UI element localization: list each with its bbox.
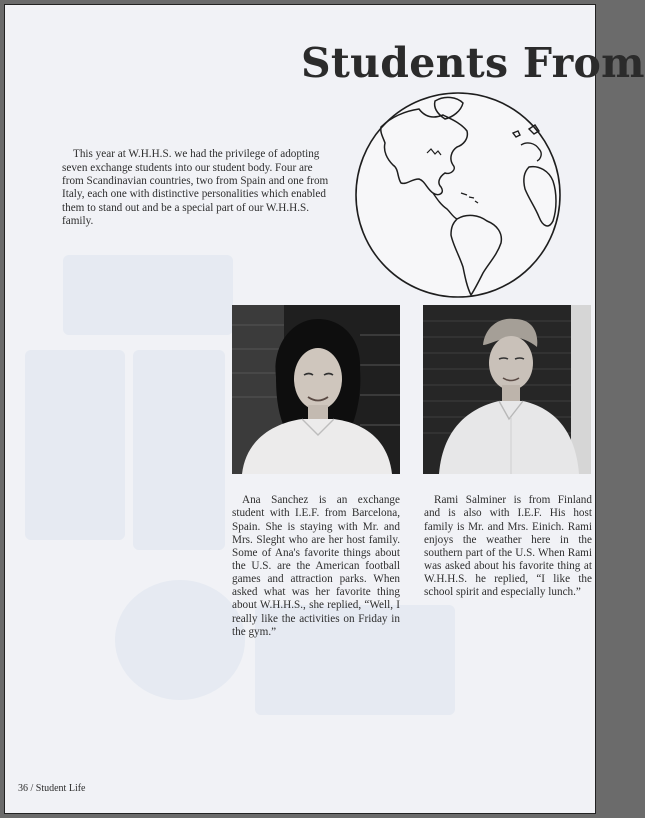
ghost-print-shape xyxy=(63,255,233,335)
yearbook-page xyxy=(4,4,645,814)
intro-paragraph: This year at W.H.H.S. we had the privilege of adopting seven exchange students into our student body. Four are from Scandinavian countries, two from Spain and one from Italy, each one with distinctive personalities which enabled them to stand out and be a special part of our W.H.H.S. family. xyxy=(62,148,329,228)
globe-illustration xyxy=(353,89,563,301)
ghost-print-shape xyxy=(115,580,245,700)
caption-rami: Rami Salminer is from Finland and is also with I.E.F. His host family is Mr. and Mrs. Einich. Rami enjoys the weather here in the southern part of the U.S. When Rami was asked about his favorite thing at W.H.H.S. he replied, “I like the school spirit and especially lunch.” xyxy=(424,494,592,599)
page-folio: 36 / Student Life xyxy=(18,783,86,794)
student-photo-ana xyxy=(232,305,400,474)
ghost-print-shape xyxy=(25,350,125,540)
student-photo-rami xyxy=(423,305,591,474)
ghost-print-shape xyxy=(133,350,225,550)
caption-ana: Ana Sanchez is an exchange student with I.E.F. from Barcelona, Spain. She is staying with Mr. and Mrs. Sleght who are her host family. Some of Ana's favorite things about the U.S. are the American football games and attraction parks. When asked what was her favorite thing about W.H.H.S., she replied, “Well, I really like the activities on Friday in the gym.” xyxy=(232,494,400,638)
page-headline: Students From xyxy=(301,39,645,87)
